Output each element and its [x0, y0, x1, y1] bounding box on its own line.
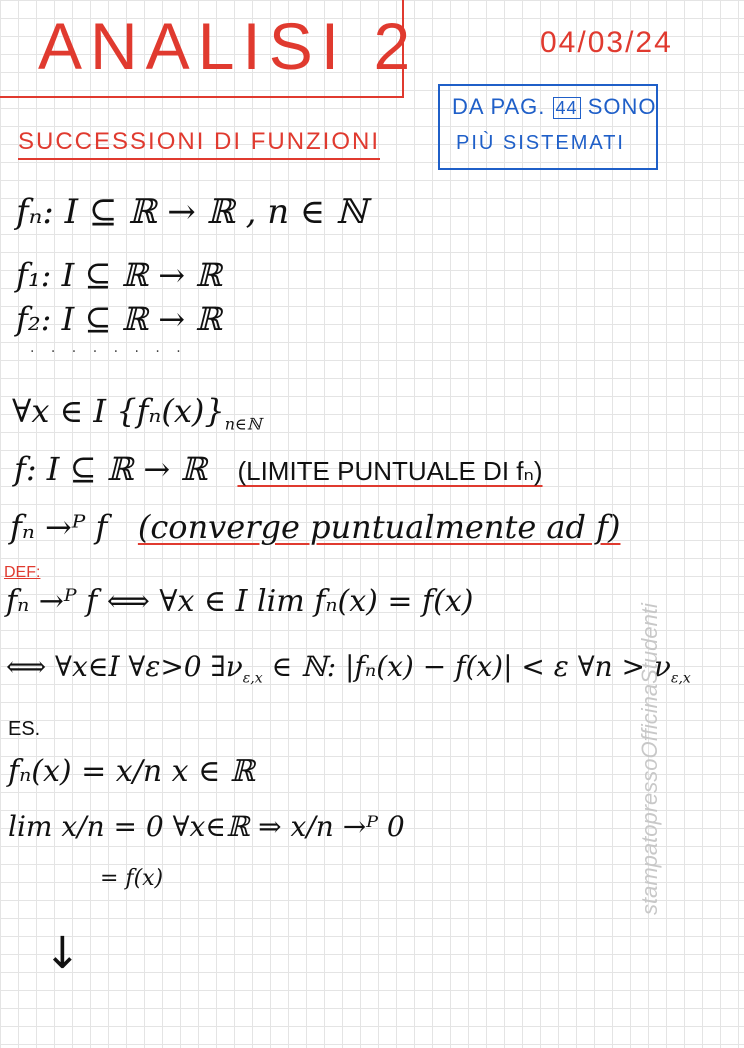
- epsilon-subscript-1: ε,x: [242, 670, 263, 687]
- f-of-x-annotation: = f(x): [100, 866, 164, 891]
- definition-formula: fₙ →ᴾ f ⟺ ∀x ∈ I lim fₙ(x) = f(x): [6, 584, 474, 619]
- page-title: ANALISI 2: [38, 9, 419, 83]
- conv-arrow-expression: fₙ →ᴾ f: [10, 508, 108, 546]
- date-label: 04/03/24: [540, 26, 673, 59]
- limit-function-line: [14, 450, 543, 488]
- note-line-1: [452, 94, 656, 120]
- epsilon-formula: [6, 650, 691, 687]
- section-title: SUCCESSIONI DI FUNZIONI: [18, 128, 380, 160]
- epsilon-formula-start: ⟺ ∀x∈I ∀ε>0 ∃ν: [6, 650, 243, 683]
- f2-definition: f₂: I ⊆ ℝ → ℝ: [16, 300, 222, 338]
- f1-definition: f₁: I ⊆ ℝ → ℝ: [16, 256, 222, 294]
- limite-puntuale-label: (LIMITE PUNTUALE DI fₙ): [237, 456, 543, 486]
- example-function: fₙ(x) = x/n x ∈ ℝ: [8, 754, 255, 789]
- def-label: DEF:: [4, 564, 41, 581]
- note-suffix: SONO: [587, 94, 657, 119]
- forall-line: [12, 392, 262, 433]
- note-page-number: 44: [553, 97, 581, 119]
- converge-puntualmente-label: (converge puntualmente ad f): [137, 508, 621, 546]
- forall-subscript: n∈ℕ: [224, 414, 262, 434]
- epsilon-subscript-2: ε,x: [670, 670, 691, 687]
- forall-expression: ∀x ∈ I {fₙ(x)}: [12, 392, 225, 430]
- convergence-line: [10, 508, 620, 546]
- ellipsis-dots: . . . . . . . .: [30, 340, 187, 356]
- example-label: ES.: [8, 718, 41, 740]
- watermark: stampatopressoOfficinaStudenti: [637, 603, 662, 915]
- down-arrow-icon: ↓: [44, 928, 81, 979]
- fn-definition: fₙ: I ⊆ ℝ → ℝ , n ∈ ℕ: [16, 192, 367, 232]
- f-definition: f: I ⊆ ℝ → ℝ: [14, 450, 207, 488]
- note-line-2: PIÙ SISTEMATI: [456, 132, 625, 154]
- limit-line: lim x/n = 0 ∀x∈ℝ ⇒ x/n →ᴾ 0: [8, 810, 405, 843]
- epsilon-formula-middle: ∈ ℕ: |fₙ(x) − f(x)| < ε ∀n > ν: [262, 650, 671, 683]
- note-prefix: DA PAG.: [452, 94, 546, 119]
